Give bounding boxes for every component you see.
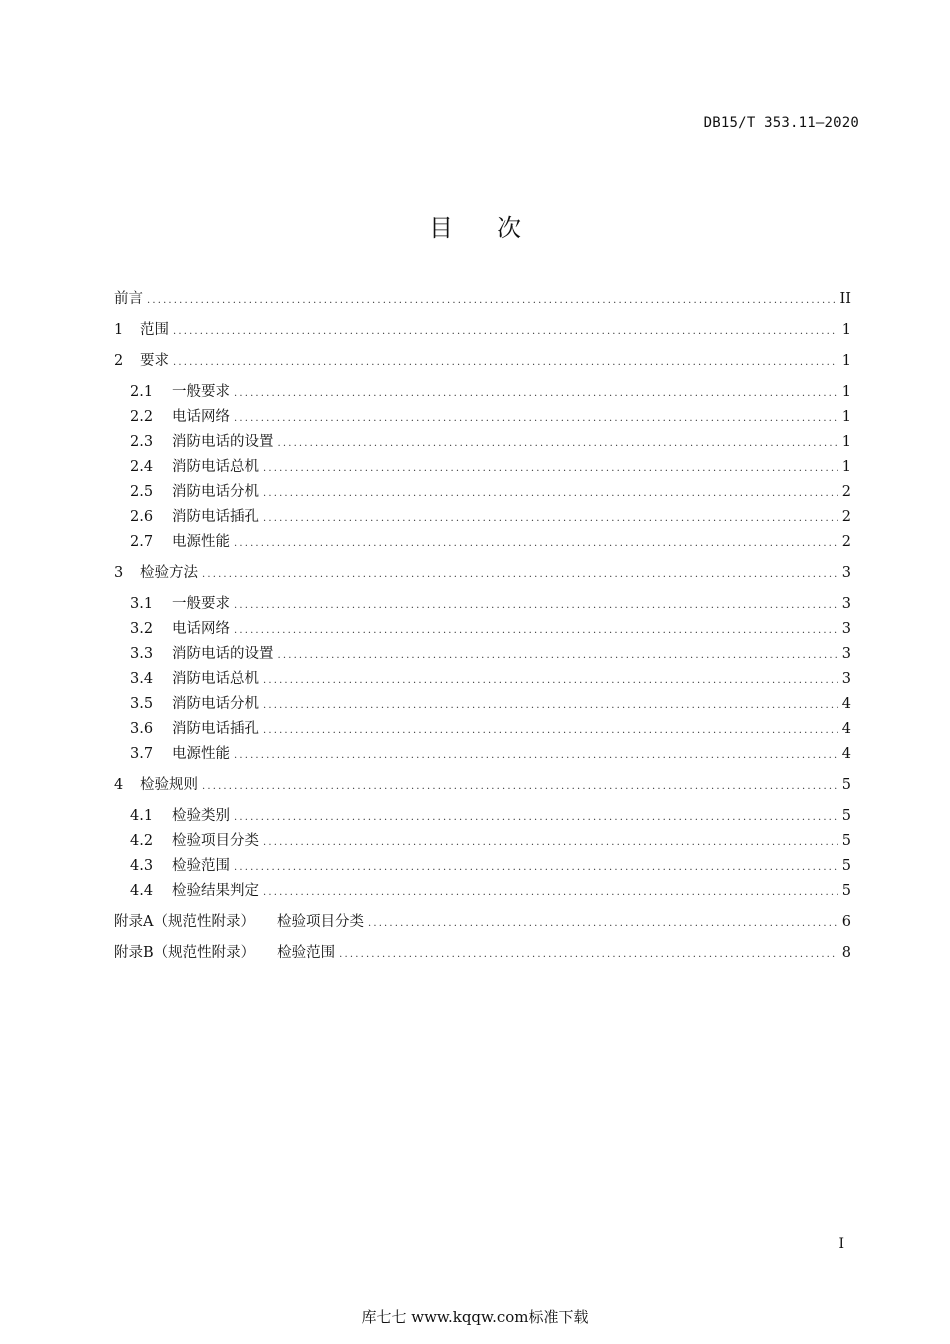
toc-entry-number: 2.7 bbox=[130, 534, 154, 550]
toc-entry-number: 4.3 bbox=[130, 858, 154, 874]
toc-dot-leader bbox=[234, 531, 838, 555]
toc-entry-number: 2.6 bbox=[130, 509, 154, 525]
toc-entry[interactable] bbox=[130, 593, 851, 615]
toc-entry-title: 电话网络 bbox=[172, 621, 230, 637]
toc-entry-title: 前言 bbox=[114, 291, 143, 307]
toc-entry[interactable] bbox=[114, 288, 851, 310]
toc-entry-title: 一般要求 bbox=[172, 596, 230, 612]
footer-watermark: 库七七 www.kqqw.com标准下载 bbox=[361, 1308, 589, 1326]
toc-entry-title: 检验类别 bbox=[172, 808, 230, 824]
toc-entry-page: 5 bbox=[841, 777, 851, 793]
toc-entry-title: 消防电话插孔 bbox=[172, 509, 259, 525]
toc-entry-title: 范围 bbox=[140, 322, 169, 338]
toc-entry-title: 消防电话分机 bbox=[172, 696, 259, 712]
toc-entry[interactable] bbox=[130, 880, 851, 902]
toc-entry-number: 3.2 bbox=[130, 621, 154, 637]
toc-entry[interactable] bbox=[114, 774, 851, 796]
toc-entry-number: 3.1 bbox=[130, 596, 154, 612]
toc-entry-number: 附录A（规范性附录） bbox=[114, 914, 255, 930]
toc-title: 目次 bbox=[429, 214, 565, 242]
toc-entry-page: 3 bbox=[841, 596, 851, 612]
toc-entry[interactable] bbox=[114, 319, 851, 341]
toc-entry-number: 2.5 bbox=[130, 484, 154, 500]
toc-entry[interactable] bbox=[130, 830, 851, 852]
toc-entry-number: 3.3 bbox=[130, 646, 154, 662]
toc-entry-page: 3 bbox=[841, 565, 851, 581]
toc-entry-page: 1 bbox=[841, 434, 851, 450]
toc-entry[interactable] bbox=[130, 481, 851, 503]
toc-entry-title: 检验方法 bbox=[140, 565, 198, 581]
page-number: I bbox=[838, 1236, 844, 1252]
toc-entry[interactable] bbox=[114, 942, 851, 964]
toc-dot-leader bbox=[263, 668, 838, 692]
toc-entry-page: 6 bbox=[841, 914, 851, 930]
toc-entry-number: 3.6 bbox=[130, 721, 154, 737]
toc-entry-number: 1 bbox=[114, 322, 124, 338]
toc-entry-page: 2 bbox=[841, 484, 851, 500]
toc-entry-page: 1 bbox=[841, 322, 851, 338]
toc-entry-number: 3 bbox=[114, 565, 124, 581]
toc-entry-page: 3 bbox=[841, 646, 851, 662]
toc-entry-title: 消防电话分机 bbox=[172, 484, 259, 500]
toc-entry[interactable] bbox=[130, 668, 851, 690]
toc-entry[interactable] bbox=[130, 431, 851, 453]
toc-dot-leader bbox=[234, 743, 838, 767]
toc-dot-leader bbox=[368, 911, 838, 935]
toc-entry[interactable] bbox=[130, 718, 851, 740]
toc-entry-page: 1 bbox=[841, 409, 851, 425]
toc-entry-page: 5 bbox=[841, 833, 851, 849]
toc-entry[interactable] bbox=[130, 531, 851, 553]
toc-dot-leader bbox=[202, 774, 838, 798]
toc-dot-leader bbox=[263, 693, 838, 717]
toc-entry-title: 检验项目分类 bbox=[172, 833, 259, 849]
toc-entry-title: 电源性能 bbox=[172, 534, 230, 550]
toc-entry[interactable] bbox=[130, 855, 851, 877]
toc-entry[interactable] bbox=[130, 406, 851, 428]
toc-dot-leader bbox=[234, 855, 838, 879]
toc-entry-number: 附录B（规范性附录） bbox=[114, 945, 256, 961]
toc-entry-number: 3.5 bbox=[130, 696, 154, 712]
toc-dot-leader bbox=[202, 562, 838, 586]
toc-entry-title: 检验规则 bbox=[140, 777, 198, 793]
toc-dot-leader bbox=[263, 880, 838, 904]
toc-entry-page: 4 bbox=[841, 746, 851, 762]
toc-entry-number: 2.4 bbox=[130, 459, 154, 475]
toc-entry-page: 4 bbox=[841, 696, 851, 712]
toc-entry[interactable] bbox=[130, 506, 851, 528]
document-id: DB15/T 353.11—2020 bbox=[703, 115, 859, 131]
toc-entry-title: 消防电话插孔 bbox=[172, 721, 259, 737]
toc-dot-leader bbox=[263, 830, 838, 854]
toc-entry-title: 消防电话总机 bbox=[172, 459, 259, 475]
toc-entry-number: 4.2 bbox=[130, 833, 154, 849]
toc-entry-page: 1 bbox=[841, 459, 851, 475]
toc-entry-title: 要求 bbox=[140, 353, 169, 369]
toc-dot-leader bbox=[234, 593, 838, 617]
toc-entry-number: 4.4 bbox=[130, 883, 154, 899]
toc-entry-page: 5 bbox=[841, 858, 851, 874]
toc-entry[interactable] bbox=[130, 643, 851, 665]
toc-dot-leader bbox=[263, 506, 838, 530]
toc-entry-page: 3 bbox=[841, 671, 851, 687]
toc-entry[interactable] bbox=[130, 743, 851, 765]
toc-entry-title: 一般要求 bbox=[172, 384, 230, 400]
toc-entry-title: 检验范围 bbox=[172, 858, 230, 874]
toc-entry-number: 4.1 bbox=[130, 808, 154, 824]
toc-dot-leader bbox=[234, 805, 838, 829]
toc-entry-page: 4 bbox=[841, 721, 851, 737]
toc-entry-title: 消防电话的设置 bbox=[172, 646, 274, 662]
toc-entry-page: 2 bbox=[841, 534, 851, 550]
toc-entry-title: 消防电话总机 bbox=[172, 671, 259, 687]
toc-dot-leader bbox=[263, 718, 838, 742]
toc-entry-number: 4 bbox=[114, 777, 124, 793]
toc-entry-number: 2.3 bbox=[130, 434, 154, 450]
toc-entry[interactable] bbox=[114, 350, 851, 372]
toc-entry-number: 2.2 bbox=[130, 409, 154, 425]
toc-entry-page: 5 bbox=[841, 883, 851, 899]
toc-dot-leader bbox=[173, 319, 838, 343]
toc-entry-title: 检验项目分类 bbox=[276, 914, 364, 930]
toc-dot-leader bbox=[263, 481, 838, 505]
toc-entry[interactable] bbox=[114, 911, 851, 933]
toc-dot-leader bbox=[263, 456, 838, 480]
toc-entry-page: 1 bbox=[841, 353, 851, 369]
toc-dot-leader bbox=[234, 618, 838, 642]
toc-entry-title: 消防电话的设置 bbox=[172, 434, 274, 450]
toc-entry-title: 电源性能 bbox=[172, 746, 230, 762]
toc-entry[interactable] bbox=[114, 562, 851, 584]
toc-dot-leader bbox=[278, 643, 838, 667]
toc-dot-leader bbox=[234, 381, 838, 405]
toc-entry-title: 电话网络 bbox=[172, 409, 230, 425]
toc-entry[interactable] bbox=[130, 805, 851, 827]
toc-entry-title: 检验范围 bbox=[277, 945, 336, 961]
toc-dot-leader bbox=[278, 431, 838, 455]
toc-entry-page: 3 bbox=[841, 621, 851, 637]
toc-dot-leader bbox=[339, 942, 838, 966]
toc-entry-page: 8 bbox=[841, 945, 851, 961]
toc-entry-number: 3.7 bbox=[130, 746, 154, 762]
toc-dot-leader bbox=[234, 406, 838, 430]
toc-entry-number: 2.1 bbox=[130, 384, 154, 400]
toc-dot-leader bbox=[173, 350, 838, 374]
toc-entry[interactable] bbox=[130, 693, 851, 715]
toc-entry-page: 5 bbox=[841, 808, 851, 824]
toc-dot-leader bbox=[147, 288, 836, 312]
toc-entry-page: 1 bbox=[841, 384, 851, 400]
toc-entry-number: 3.4 bbox=[130, 671, 154, 687]
toc-entry[interactable] bbox=[130, 381, 851, 403]
toc-entry[interactable] bbox=[130, 456, 851, 478]
toc-entry-page: 2 bbox=[841, 509, 851, 525]
toc-entry-page: II bbox=[839, 291, 851, 307]
toc-entry[interactable] bbox=[130, 618, 851, 640]
toc-entry-title: 检验结果判定 bbox=[172, 883, 259, 899]
toc-entry-number: 2 bbox=[114, 353, 124, 369]
